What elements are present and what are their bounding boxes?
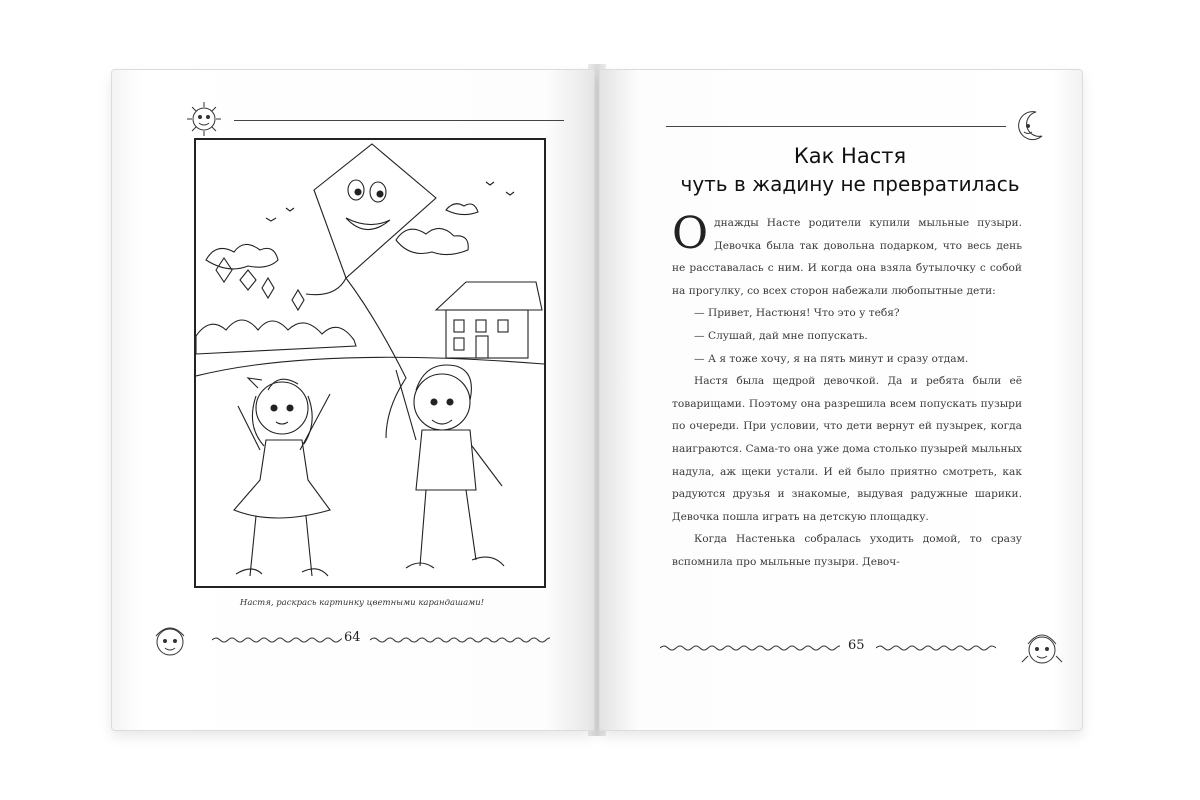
paragraph: — Слушай, дай мне попускать. (694, 329, 868, 342)
footer-wavy-rule (876, 644, 996, 652)
coloring-illustration (194, 138, 546, 588)
story-title-line2: чуть в жадину не превратилась (680, 172, 1020, 196)
header-rule (666, 126, 1006, 127)
open-book (112, 70, 1082, 730)
paragraph: — Привет, Настюня! Что это у тебя? (694, 307, 900, 320)
sun-icon (182, 98, 228, 138)
footer-wavy-rule (370, 636, 550, 644)
child-face-icon (1018, 626, 1064, 670)
page-number-right: 65 (848, 638, 865, 653)
paragraph: Когда Настенька собралась уходить домой, то сразу вспомнила про мыльные пузыри. Девоч- (672, 533, 1022, 568)
girl-face-icon (148, 620, 192, 660)
footer-wavy-rule (212, 636, 342, 644)
page-number-left: 64 (344, 630, 361, 645)
left-page (112, 70, 594, 730)
moon-icon (1010, 106, 1050, 146)
paragraph: Однажды Насте родители купили мыльные пузыри. Девочка была так довольна подарком, что весь день не расставалась с ним. И когда она взяла бутылочку с собой на прогулку, со всех сторон набежали любопытные дети: (672, 208, 1022, 297)
paragraph: — А я тоже хочу, я на пять минут и сразу отдам. (694, 352, 969, 365)
drop-cap: О (672, 208, 709, 259)
story-title-line1: Как Настя (793, 144, 907, 168)
header-rule (234, 120, 564, 121)
paragraph: Настя была щедрой девочкой. Да и ребята были её товарищами. Поэтому она разрешила всем попускать пузыри по очереди. При условии, что дети вернут ей пузырек, когда наиграются. Сама-то она уже дома столько пузырей мыльных надула, аж щеки устали. И ей было приятно смотреть, как радуются друзья и знакомые, выдувая радужные шарики. Девочка пошла играть на детскую площадку. (672, 375, 1022, 523)
story-text (672, 208, 1022, 574)
illustration-caption: Настя, раскрась картинку цветными карандашами! (239, 598, 485, 608)
footer-wavy-rule (660, 644, 840, 652)
right-page (600, 70, 1082, 730)
